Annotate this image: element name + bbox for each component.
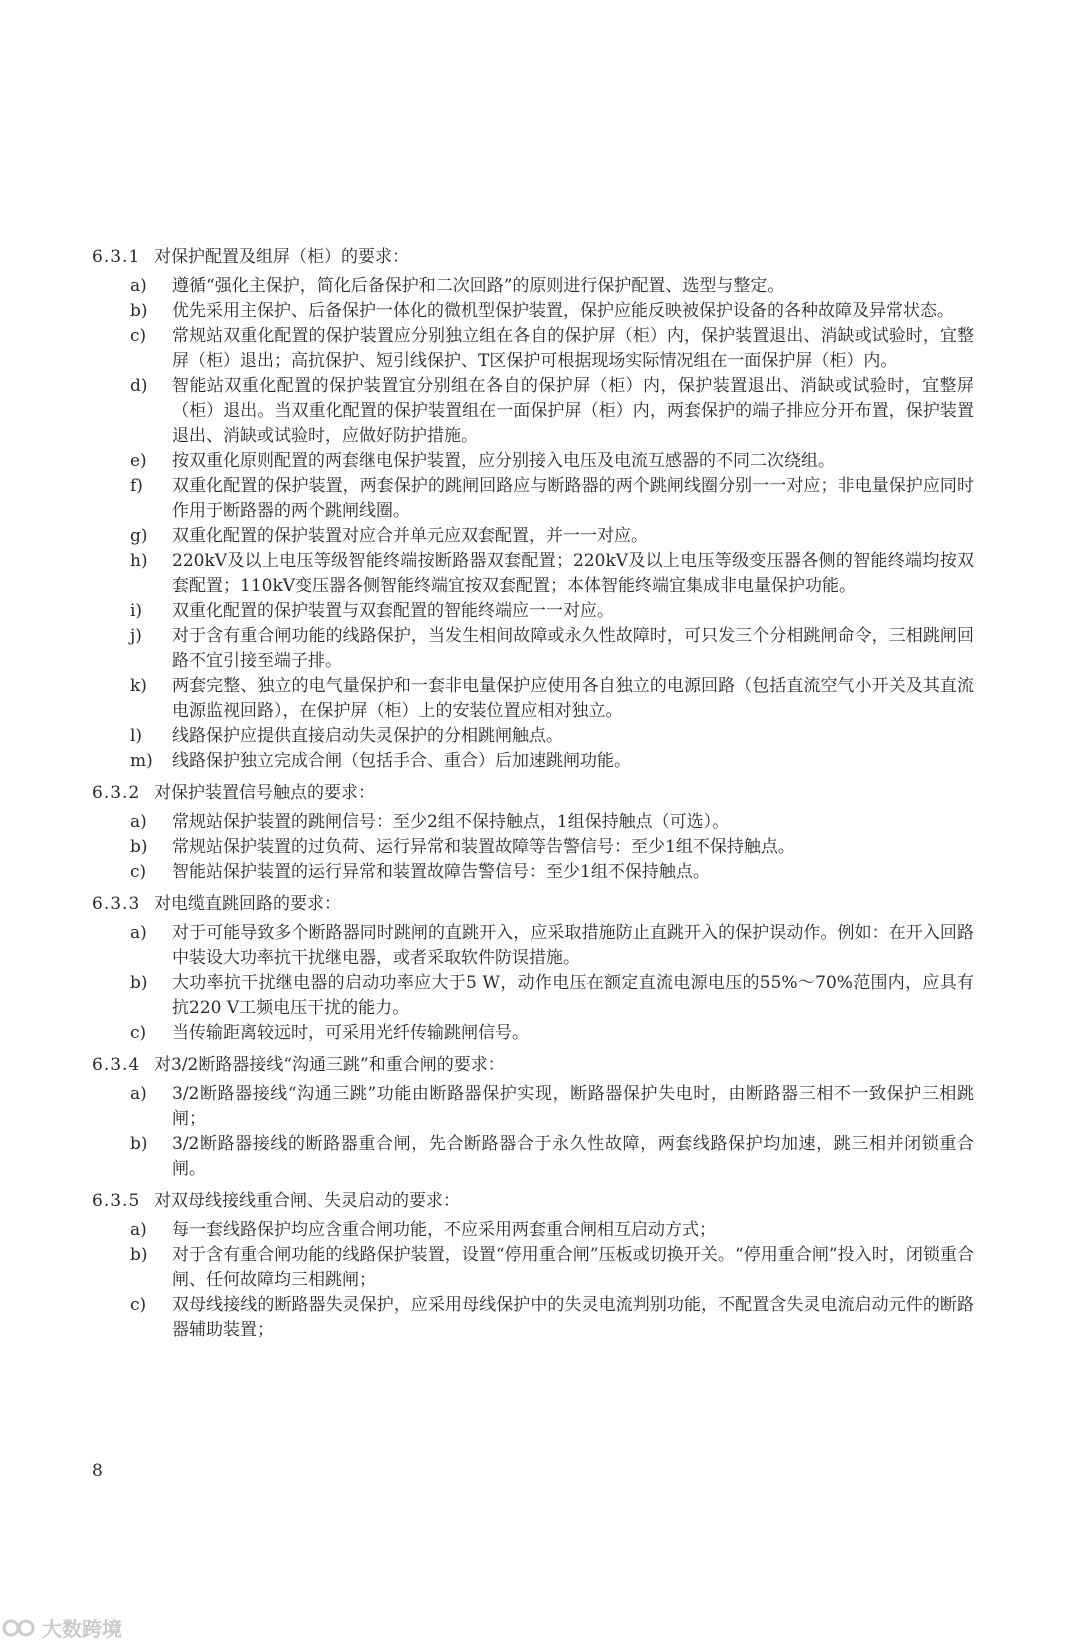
list-item-text: 对于可能导致多个断路器同时跳闸的直跳开入，应采取措施防止直跳开入的保护误动作。例如：在开入回路中装设大功率抗干扰继电器，或者采取软件防误措施。 [172, 923, 974, 968]
section-heading [92, 1052, 982, 1078]
section-title: 对保护配置及组屏（柜）的要求： [154, 247, 409, 267]
list-item [92, 971, 982, 1021]
list-item-text: 对于含有重合闸功能的线路保护，当发生相间故障或永久性故障时，可只发三个分相跳闸命令，三相跳闸回路不宜引接至端子排。 [172, 626, 974, 671]
list-item-text: 优先采用主保护、后备保护一体化的微机型保护装置，保护应能反映被保护设备的各种故障及异常状态。 [172, 301, 954, 321]
section [92, 244, 982, 774]
list-item-text: 每一套线路保护均应含重合闸功能，不应采用两套重合闸相互启动方式； [172, 1220, 716, 1240]
list-item-label: d) [130, 376, 148, 396]
list-item [92, 524, 982, 549]
list-item-text: 当传输距离较远时，可采用光纤传输跳闸信号。 [172, 1023, 529, 1043]
list-item-label: a) [130, 923, 147, 943]
list-item-label: c) [130, 1295, 147, 1315]
list-item-label: a) [130, 812, 147, 832]
section-number: 6.3.2 [92, 783, 141, 803]
list-item-text: 双重化配置的保护装置与双套配置的智能终端应一一对应。 [172, 601, 614, 621]
list-item-label: e) [130, 451, 147, 471]
list-item-label: c) [130, 1023, 147, 1043]
list-item-label: c) [130, 326, 147, 346]
section-number: 6.3.3 [92, 894, 141, 914]
list-item [92, 1218, 982, 1243]
section [92, 891, 982, 1046]
section [92, 1188, 982, 1343]
section-heading [92, 1188, 982, 1214]
list-item-label: m) [130, 751, 153, 771]
list-item-text: 大功率抗干扰继电器的启动功率应大于5 W，动作电压在额定直流电源电压的55%～70%范围内，应具有抗220 V工频电压干扰的能力。 [172, 973, 974, 1018]
list-item-label: a) [130, 1084, 147, 1104]
list-item [92, 835, 982, 860]
watermark [2, 1613, 122, 1642]
list-item [92, 1293, 982, 1343]
list-item [92, 549, 982, 599]
list-item [92, 724, 982, 749]
list-item [92, 449, 982, 474]
list-item [92, 1243, 982, 1293]
list-item-label: g) [130, 526, 148, 546]
section-title: 对3/2断路器接线“沟通三跳”和重合闸的要求： [154, 1055, 505, 1075]
list-item-text: 按双重化原则配置的两套继电保护装置，应分别接入电压及电流互感器的不同二次绕组。 [172, 451, 835, 471]
list-item-text: 线路保护应提供直接启动失灵保护的分相跳闸触点。 [172, 726, 563, 746]
section-title: 对双母线接线重合闸、失灵启动的要求： [154, 1191, 460, 1211]
watermark-logo-icon [2, 1617, 38, 1639]
section-number: 6.3.4 [92, 1055, 141, 1075]
list-item-label: a) [130, 276, 147, 296]
list-item-label: b) [130, 837, 148, 857]
list-item-text: 3/2断路器接线“沟通三跳”功能由断路器保护实现，断路器保护失电时，由断路器三相不一致保护三相跳闸； [172, 1084, 974, 1129]
list-item-text: 3/2断路器接线的断路器重合闸，先合断路器合于永久性故障，两套线路保护均加速，跳三相并闭锁重合闸。 [172, 1134, 974, 1179]
list-item [92, 1082, 982, 1132]
list-item-label: k) [130, 676, 147, 696]
section-heading [92, 244, 982, 270]
list-item-text: 线路保护独立完成合闸（包括手合、重合）后加速跳闸功能。 [172, 751, 631, 771]
list-item [92, 599, 982, 624]
list-item [92, 474, 982, 524]
section-heading [92, 891, 982, 917]
list-item-label: b) [130, 301, 148, 321]
list-item [92, 749, 982, 774]
list-item-label: a) [130, 1220, 147, 1240]
section-number: 6.3.5 [92, 1191, 141, 1211]
list-item-label: l) [130, 726, 143, 746]
list-item-label: j) [130, 626, 142, 646]
section-number: 6.3.1 [92, 247, 141, 267]
section-title: 对保护装置信号触点的要求： [154, 783, 375, 803]
list-item [92, 1021, 982, 1046]
list-item-text: 常规站双重化配置的保护装置应分别独立组在各自的保护屏（柜）内，保护装置退出、消缺或试验时，宜整屏（柜）退出；高抗保护、短引线保护、T区保护可根据现场实际情况组在一面保护屏（柜）内。 [172, 326, 974, 371]
watermark-text: 大数跨境 [42, 1617, 122, 1641]
section-title: 对电缆直跳回路的要求： [154, 894, 341, 914]
list-item [92, 624, 982, 674]
list-item [92, 299, 982, 324]
document-body [92, 244, 982, 1349]
list-item [92, 810, 982, 835]
list-item-text: 常规站保护装置的过负荷、运行异常和装置故障等告警信号：至少1组不保持触点。 [172, 837, 795, 857]
list-item-label: f) [130, 476, 143, 496]
list-item-text: 智能站双重化配置的保护装置宜分别组在各自的保护屏（柜）内，保护装置退出、消缺或试验时，宜整屏（柜）退出。当双重化配置的保护装置组在一面保护屏（柜）内，两套保护的端子排应分开布置，保护装置退出、消缺或试验时，应做好防护措施。 [172, 376, 974, 446]
list-item [92, 374, 982, 449]
list-item-label: i) [130, 601, 143, 621]
list-item-label: b) [130, 973, 148, 993]
list-item-text: 常规站保护装置的跳闸信号：至少2组不保持触点，1组保持触点（可选）。 [172, 812, 730, 832]
list-item-text: 双重化配置的保护装置，两套保护的跳闸回路应与断路器的两个跳闸线圈分别一一对应；非电量保护应同时作用于断路器的两个跳闸线圈。 [172, 476, 974, 521]
list-item-label: b) [130, 1245, 148, 1265]
list-item [92, 324, 982, 374]
section [92, 780, 982, 885]
page-number: 8 [92, 1461, 103, 1481]
list-item-label: h) [130, 551, 148, 571]
list-item [92, 860, 982, 885]
list-item-label: b) [130, 1134, 148, 1154]
list-item [92, 921, 982, 971]
list-item-text: 220kV及以上电压等级智能终端按断路器双套配置；220kV及以上电压等级变压器各侧的智能终端均按双套配置；110kV变压器各侧智能终端宜按双套配置；本体智能终端宜集成非电量保护功能。 [172, 551, 974, 596]
list-item-text: 遵循“强化主保护，简化后备保护和二次回路”的原则进行保护配置、选型与整定。 [172, 276, 785, 296]
list-item [92, 274, 982, 299]
list-item-label: c) [130, 862, 147, 882]
list-item-text: 智能站保护装置的运行异常和装置故障告警信号：至少1组不保持触点。 [172, 862, 710, 882]
section-heading [92, 780, 982, 806]
section [92, 1052, 982, 1182]
list-item-text: 两套完整、独立的电气量保护和一套非电量保护应使用各自独立的电源回路（包括直流空气小开关及其直流电源监视回路），在保护屏（柜）上的安装位置应相对独立。 [172, 676, 974, 721]
list-item-text: 双母线接线的断路器失灵保护，应采用母线保护中的失灵电流判别功能，不配置含失灵电流启动元件的断路器辅助装置； [172, 1295, 974, 1340]
list-item [92, 674, 982, 724]
list-item [92, 1132, 982, 1182]
list-item-text: 双重化配置的保护装置对应合并单元应双套配置，并一一对应。 [172, 526, 648, 546]
list-item-text: 对于含有重合闸功能的线路保护装置，设置“停用重合闸”压板或切换开关。“停用重合闸”投入时，闭锁重合闸、任何故障均三相跳闸； [172, 1245, 974, 1290]
